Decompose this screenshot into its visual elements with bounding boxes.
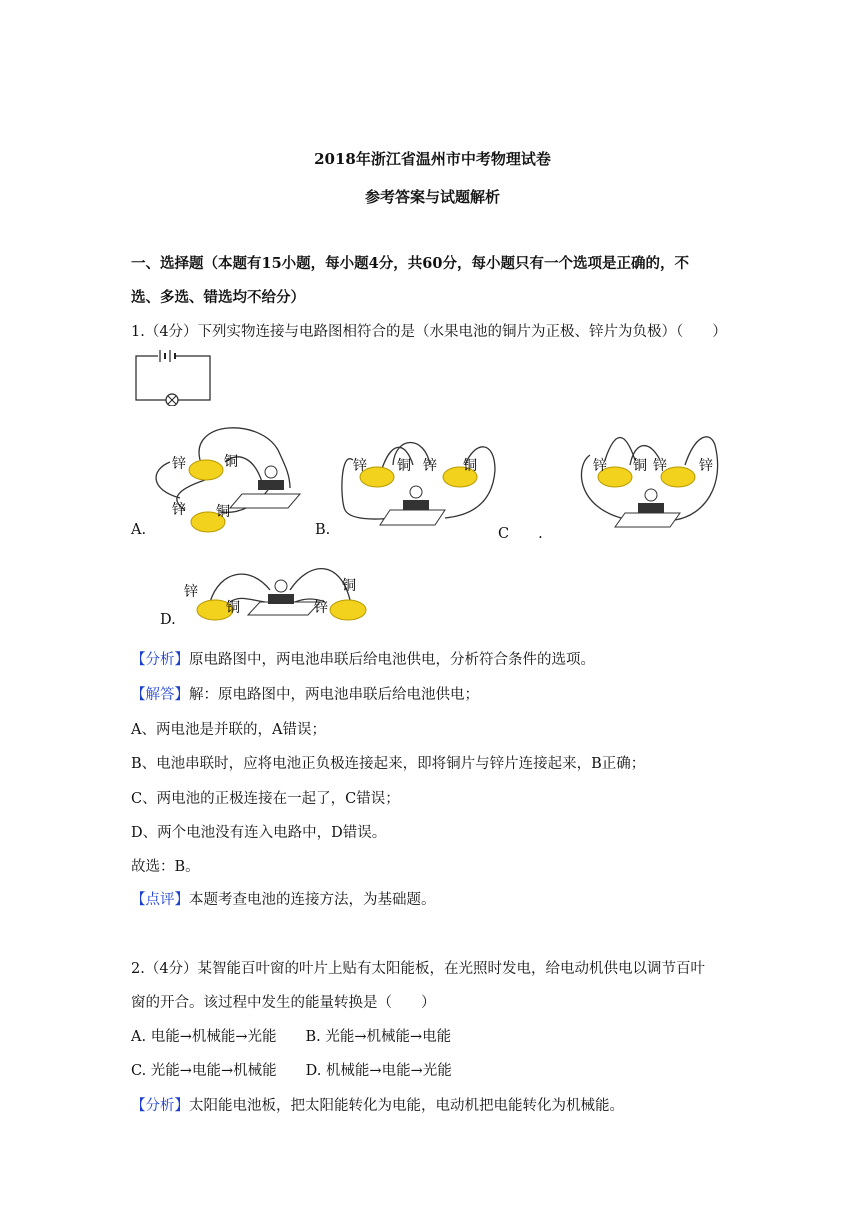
option-b-label: B. [315, 522, 331, 538]
q2-options-row1: A. 电能→机械能→光能 B. 光能→机械能→电能 [131, 1029, 452, 1045]
answer-text: 解：原电路图中，两电池串联后给电池供电； [189, 687, 479, 703]
q1-answer [131, 683, 479, 704]
figure-b [335, 430, 505, 540]
q1-comment [131, 888, 436, 909]
q2-stem-line1: 2.（4分）某智能百叶窗的叶片上贴有太阳能板，在光照时发电，给电动机供电以调节百叶 [131, 961, 706, 977]
fig-a-copper-1: 铜 [224, 454, 238, 470]
comment-tag: 【点评】 [131, 892, 189, 908]
analysis-tag: 【分析】 [131, 652, 189, 668]
option-a-label: A. [131, 522, 147, 538]
document-subtitle: 参考答案与试题解析 [364, 188, 500, 206]
q2-analysis-text: 太阳能电池板，把太阳能转化为电能，电动机把电能转化为机械能。 [189, 1098, 624, 1114]
analysis-text: 原电路图中，两电池串联后给电池供电，分析符合条件的选项。 [189, 652, 595, 668]
q1-d-line: D、两个电池没有连入电路中，D错误。 [131, 825, 387, 841]
fig-c-zinc-3: 锌 [699, 458, 713, 474]
figure-a [150, 420, 310, 535]
answer-tag: 【解答】 [131, 687, 189, 703]
fig-c-zinc-1: 锌 [593, 458, 607, 474]
fig-d-zinc-1: 锌 [184, 584, 198, 600]
fig-b-copper-1: 铜 [397, 458, 411, 474]
q1-a-line: A、两电池是并联的，A错误； [131, 722, 326, 738]
q2-options-row2: C. 光能→电能→机械能 D. 机械能→电能→光能 [131, 1063, 452, 1079]
fig-c-copper: 铜 [633, 458, 647, 474]
option-d-label: D. [160, 612, 176, 628]
q1-stem: 1.（4分）下列实物连接与电路图相符合的是（水果电池的铜片为正极、锌片为负极）（ ） [131, 324, 727, 340]
section-heading-line1: 一、选择题（本题有15小题，每小题4分，共60分，每小题只有一个选项是正确的，不 [131, 255, 689, 272]
document-title: 2018年浙江省温州市中考物理试卷 [314, 150, 551, 168]
q2-analysis [131, 1094, 624, 1115]
q1-b-line: B、电池串联时，应将电池正负极连接起来，即将铜片与锌片连接起来，B正确； [131, 756, 646, 772]
fig-a-copper-2: 铜 [216, 504, 230, 520]
fig-d-copper-2: 铜 [342, 578, 356, 594]
fig-b-zinc-1: 锌 [353, 458, 367, 474]
q1-choice: 故选：B。 [131, 859, 200, 875]
fig-a-zinc-2: 锌 [172, 502, 186, 518]
q1-c-line: C、两电池的正极连接在一起了，C错误； [131, 791, 400, 807]
section-heading-line2: 选、多选、错选均不给分） [131, 289, 305, 306]
q1-analysis [131, 648, 595, 669]
fig-b-copper-2: 铜 [463, 458, 477, 474]
fig-d-copper-1: 铜 [226, 600, 240, 616]
q2-stem-line2: 窗的开合。该过程中发生的能量转换是（ ） [131, 995, 436, 1011]
figure-c [575, 425, 730, 535]
fig-a-zinc-1: 锌 [172, 456, 186, 472]
circuit-diagram [134, 348, 214, 406]
fig-c-zinc-2: 锌 [653, 458, 667, 474]
q2-analysis-tag: 【分析】 [131, 1098, 189, 1114]
fig-b-zinc-2: 锌 [423, 458, 437, 474]
fig-d-zinc-2: 锌 [314, 600, 328, 616]
figure-d [180, 560, 380, 625]
comment-text: 本题考查电池的连接方法，为基础题。 [189, 892, 436, 908]
option-c-label: C . [498, 526, 543, 542]
